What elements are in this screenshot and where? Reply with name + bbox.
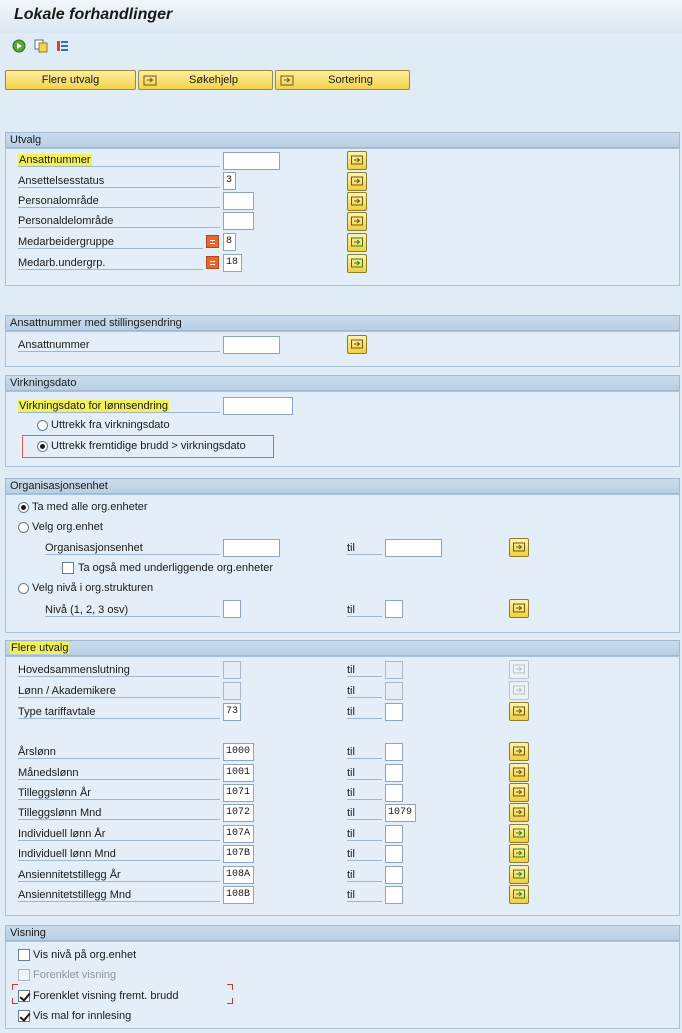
flere-row-label: Individuell lønn Mnd bbox=[18, 847, 220, 861]
multiple-selection-button[interactable] bbox=[509, 824, 529, 843]
multiple-selection-button bbox=[509, 660, 529, 679]
forenklet-visning-brudd-checkbox[interactable] bbox=[18, 990, 30, 1002]
multiple-selection-button bbox=[509, 681, 529, 700]
til-label: til bbox=[347, 847, 382, 861]
focus-corner bbox=[227, 998, 233, 1004]
flere-row-from-input[interactable]: 107B bbox=[223, 845, 254, 863]
til-label: til bbox=[347, 603, 382, 617]
forenklet-visning-label: Forenklet visning bbox=[33, 969, 117, 981]
flere-row-to-input bbox=[385, 661, 403, 679]
flere-row-from-input[interactable]: 1001 bbox=[223, 764, 254, 782]
equals-option-icon[interactable] bbox=[206, 235, 219, 248]
flere-row-from-input[interactable]: 108B bbox=[223, 886, 254, 904]
flere-row-label: Tilleggslønn Mnd bbox=[18, 806, 220, 820]
niva-label: Nivå (1, 2, 3 osv) bbox=[45, 603, 220, 617]
til-label: til bbox=[347, 663, 382, 677]
flere-row-from-input[interactable]: 107A bbox=[223, 825, 254, 843]
til-label: til bbox=[347, 888, 382, 902]
til-label: til bbox=[347, 786, 382, 800]
ta-med-alle-label: Ta med alle org.enheter bbox=[32, 501, 148, 513]
flere-row-label: Lønn / Akademikere bbox=[18, 684, 220, 698]
stillingsendring-header: Ansattnummer med stillingsendring bbox=[5, 315, 680, 331]
personalomrade-label: Personalområde bbox=[18, 194, 220, 208]
vis-niva-checkbox[interactable] bbox=[18, 949, 30, 961]
multiple-selection-button[interactable] bbox=[509, 702, 529, 721]
vis-mal-checkbox[interactable] bbox=[18, 1010, 30, 1022]
multiple-selection-button[interactable] bbox=[509, 865, 529, 884]
multiple-selection-button[interactable] bbox=[347, 192, 367, 211]
flere-row-from-input[interactable]: 1072 bbox=[223, 804, 254, 822]
flere-row-from-input[interactable]: 73 bbox=[223, 703, 241, 721]
multiple-selection-button[interactable] bbox=[509, 538, 529, 557]
arrow-select-icon bbox=[143, 73, 157, 87]
page-title: Lokale forhandlinger bbox=[14, 6, 173, 23]
virkningsdato-header: Virkningsdato bbox=[5, 375, 680, 391]
multiple-selection-button[interactable] bbox=[509, 599, 529, 618]
sortering-button[interactable]: Sortering bbox=[275, 70, 410, 90]
ansattnummer-stilling-input[interactable] bbox=[223, 336, 280, 354]
flere-row-to-input[interactable]: 1079 bbox=[385, 804, 416, 822]
flere-row-to-input[interactable] bbox=[385, 886, 403, 904]
til-label: til bbox=[347, 806, 382, 820]
ansettelsesstatus-label: Ansettelsesstatus bbox=[18, 174, 220, 188]
medarbeidergruppe-label: Medarbeidergruppe bbox=[18, 235, 203, 249]
ansattnummer-stilling-label: Ansattnummer bbox=[18, 338, 220, 352]
ansettelsesstatus-input[interactable]: 3 bbox=[223, 172, 236, 190]
til-label: til bbox=[347, 766, 382, 780]
flere-row-label: Type tariffavtale bbox=[18, 705, 220, 719]
forenklet-visning-checkbox bbox=[18, 969, 30, 981]
organisasjonsenhet-label: Organisasjonsenhet bbox=[45, 541, 220, 555]
multiple-selection-button[interactable] bbox=[347, 212, 367, 231]
forenklet-visning-brudd-label: Forenklet visning fremt. brudd bbox=[33, 990, 179, 1002]
ansattnummer-input[interactable] bbox=[223, 152, 280, 170]
flere-row-label: Hovedsammenslutning bbox=[18, 663, 220, 677]
sokehjelp-button[interactable]: Søkehjelp bbox=[138, 70, 273, 90]
list-icon[interactable] bbox=[56, 39, 70, 53]
flere-row-label: Tilleggslønn År bbox=[18, 786, 220, 800]
til-label: til bbox=[347, 705, 382, 719]
multiple-selection-button[interactable] bbox=[509, 844, 529, 863]
multiple-selection-button[interactable] bbox=[347, 151, 367, 170]
medarb-undergrp-label: Medarb.undergrp. bbox=[18, 256, 203, 270]
focus-corner bbox=[227, 984, 233, 990]
velg-org-enhet-radio[interactable] bbox=[18, 522, 29, 533]
uttrekk-fremtidige-brudd-radio[interactable] bbox=[37, 441, 48, 452]
utvalg-header: Utvalg bbox=[5, 132, 680, 148]
personalomrade-input[interactable] bbox=[223, 192, 254, 210]
vis-niva-label: Vis nivå på org.enhet bbox=[33, 949, 137, 961]
multiple-selection-button[interactable] bbox=[509, 742, 529, 761]
til-label: til bbox=[347, 541, 382, 555]
flere-row-to-input[interactable] bbox=[385, 825, 403, 843]
flere-row-from-input bbox=[223, 661, 241, 679]
multiple-selection-button[interactable] bbox=[509, 763, 529, 782]
niva-from-input[interactable] bbox=[223, 600, 241, 618]
velg-niva-label: Velg nivå i org.strukturen bbox=[32, 582, 154, 594]
uttrekk-fremtidige-brudd-label: Uttrekk fremtidige brudd > virkningsdato bbox=[51, 440, 246, 452]
multiple-selection-button[interactable] bbox=[347, 233, 367, 252]
ta-med-alle-radio[interactable] bbox=[18, 502, 29, 513]
multiple-selection-button[interactable] bbox=[509, 803, 529, 822]
flere-row-to-input bbox=[385, 682, 403, 700]
multiple-selection-button[interactable] bbox=[509, 885, 529, 904]
multiple-selection-button[interactable] bbox=[347, 335, 367, 354]
virkningsdato-input[interactable] bbox=[223, 397, 293, 415]
visning-header: Visning bbox=[5, 925, 680, 941]
til-label: til bbox=[347, 745, 382, 759]
velg-org-enhet-label: Velg org.enhet bbox=[32, 521, 103, 533]
flere-row-to-input[interactable] bbox=[385, 703, 403, 721]
flere-row-to-input[interactable] bbox=[385, 784, 403, 802]
flere-row-from-input[interactable]: 1071 bbox=[223, 784, 254, 802]
flere-row-label: Månedslønn bbox=[18, 766, 220, 780]
execute-icon[interactable] bbox=[12, 39, 26, 53]
multiple-selection-button[interactable] bbox=[347, 254, 367, 273]
flere-row-from-input bbox=[223, 682, 241, 700]
til-label: til bbox=[347, 827, 382, 841]
uttrekk-fra-virkningsdato-label: Uttrekk fra virkningsdato bbox=[51, 419, 170, 431]
flere-row-label: Individuell lønn År bbox=[18, 827, 220, 841]
flere-row-from-input[interactable]: 108A bbox=[223, 866, 254, 884]
multiple-selection-button[interactable] bbox=[347, 172, 367, 191]
copy-icon[interactable] bbox=[34, 39, 48, 53]
virkningsdato-label: Virkningsdato for lønnsendring bbox=[18, 399, 220, 413]
til-label: til bbox=[347, 868, 382, 882]
organisasjonsenhet-to-input[interactable] bbox=[385, 539, 442, 557]
personaldelomrade-input[interactable] bbox=[223, 212, 254, 230]
velg-niva-radio[interactable] bbox=[18, 583, 29, 594]
ansattnummer-label: Ansattnummer bbox=[18, 153, 220, 167]
flere-row-label: Ansiennitetstillegg År bbox=[18, 868, 220, 882]
niva-to-input[interactable] bbox=[385, 600, 403, 618]
flere-row-label: Ansiennitetstillegg Mnd bbox=[18, 888, 220, 902]
flere-row-to-input[interactable] bbox=[385, 866, 403, 884]
flere-utvalg-button[interactable]: Flere utvalg bbox=[5, 70, 136, 90]
personaldelomrade-label: Personaldelområde bbox=[18, 214, 220, 228]
equals-option-icon[interactable] bbox=[206, 256, 219, 269]
ta-ogsa-underliggende-label: Ta også med underliggende org.enheter bbox=[78, 562, 274, 574]
medarb-undergrp-input[interactable]: 18 bbox=[223, 254, 242, 272]
vis-mal-label: Vis mal for innlesing bbox=[33, 1010, 132, 1022]
flere-utvalg-header: Flere utvalg bbox=[5, 640, 680, 656]
flere-row-label: Årslønn bbox=[18, 745, 220, 759]
ta-ogsa-underliggende-checkbox[interactable] bbox=[62, 562, 74, 574]
flere-row-to-input[interactable] bbox=[385, 764, 403, 782]
organisasjonsenhet-from-input[interactable] bbox=[223, 539, 280, 557]
flere-row-to-input[interactable] bbox=[385, 743, 403, 761]
medarbeidergruppe-input[interactable]: 8 bbox=[223, 233, 236, 251]
arrow-select-icon bbox=[280, 73, 294, 87]
flere-row-from-input[interactable]: 1000 bbox=[223, 743, 254, 761]
multiple-selection-button[interactable] bbox=[509, 783, 529, 802]
flere-row-to-input[interactable] bbox=[385, 845, 403, 863]
organisasjonsenhet-header: Organisasjonsenhet bbox=[5, 478, 680, 494]
uttrekk-fra-virkningsdato-radio[interactable] bbox=[37, 420, 48, 431]
til-label: til bbox=[347, 684, 382, 698]
